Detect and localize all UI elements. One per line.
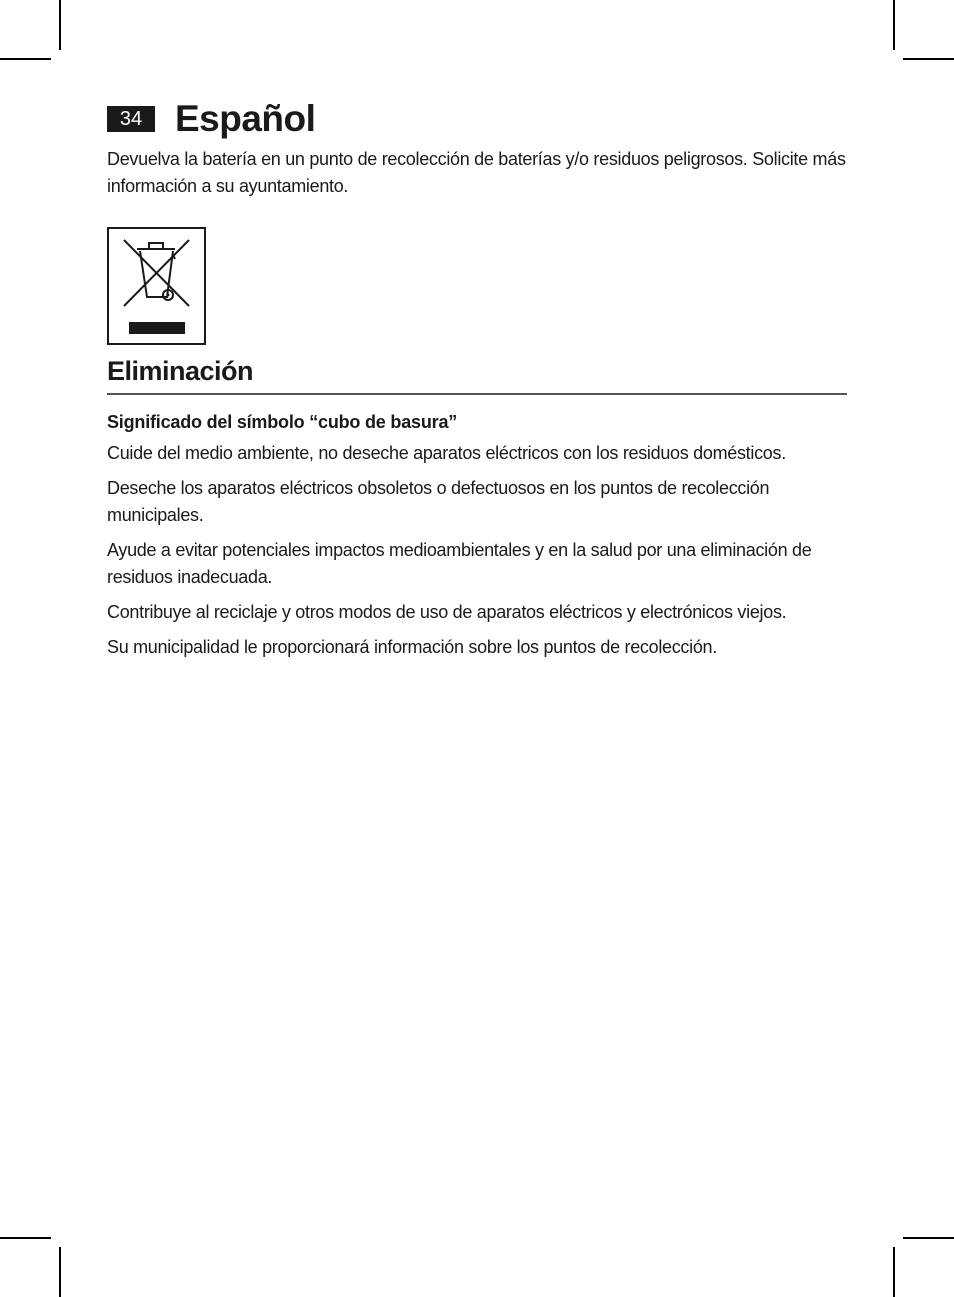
crop-mark (903, 1237, 954, 1239)
paragraph: Deseche los aparatos eléctricos obsoletos o defectuosos en los puntos de recolección municipales. (107, 478, 770, 525)
paragraph: Cuide del medio ambiente, no deseche aparatos eléctricos con los residuos domésticos. (107, 443, 786, 463)
crop-mark (0, 1237, 51, 1239)
subheading: Significado del símbolo “cubo de basura” (107, 412, 458, 432)
language-title: Español (175, 98, 316, 139)
crossed-out-wheelie-bin-icon (109, 229, 204, 343)
crop-mark (59, 1247, 61, 1297)
page-header (107, 98, 847, 140)
page-number: 34 (107, 106, 155, 132)
weee-symbol (107, 227, 206, 345)
crop-mark (893, 1247, 895, 1297)
section-title: Eliminación (107, 356, 847, 395)
crop-mark (903, 58, 954, 60)
crop-mark (0, 58, 51, 60)
section-body (107, 410, 847, 669)
crop-mark (893, 0, 895, 50)
manual-page (107, 98, 847, 657)
paragraph: Ayude a evitar potenciales impactos medioambientales y en la salud por una eliminación de residuos inadecuada. (107, 540, 812, 587)
battery-disposal-text: Devuelva la batería en un punto de recolección de baterías y/o residuos peligrosos. Solicite más información a su ayuntamiento. (107, 149, 846, 196)
crop-mark (59, 0, 61, 50)
paragraph: Su municipalidad le proporcionará información sobre los puntos de recolección. (107, 637, 717, 657)
paragraph: Contribuye al reciclaje y otros modos de uso de aparatos eléctricos y electrónicos viejos. (107, 602, 787, 622)
